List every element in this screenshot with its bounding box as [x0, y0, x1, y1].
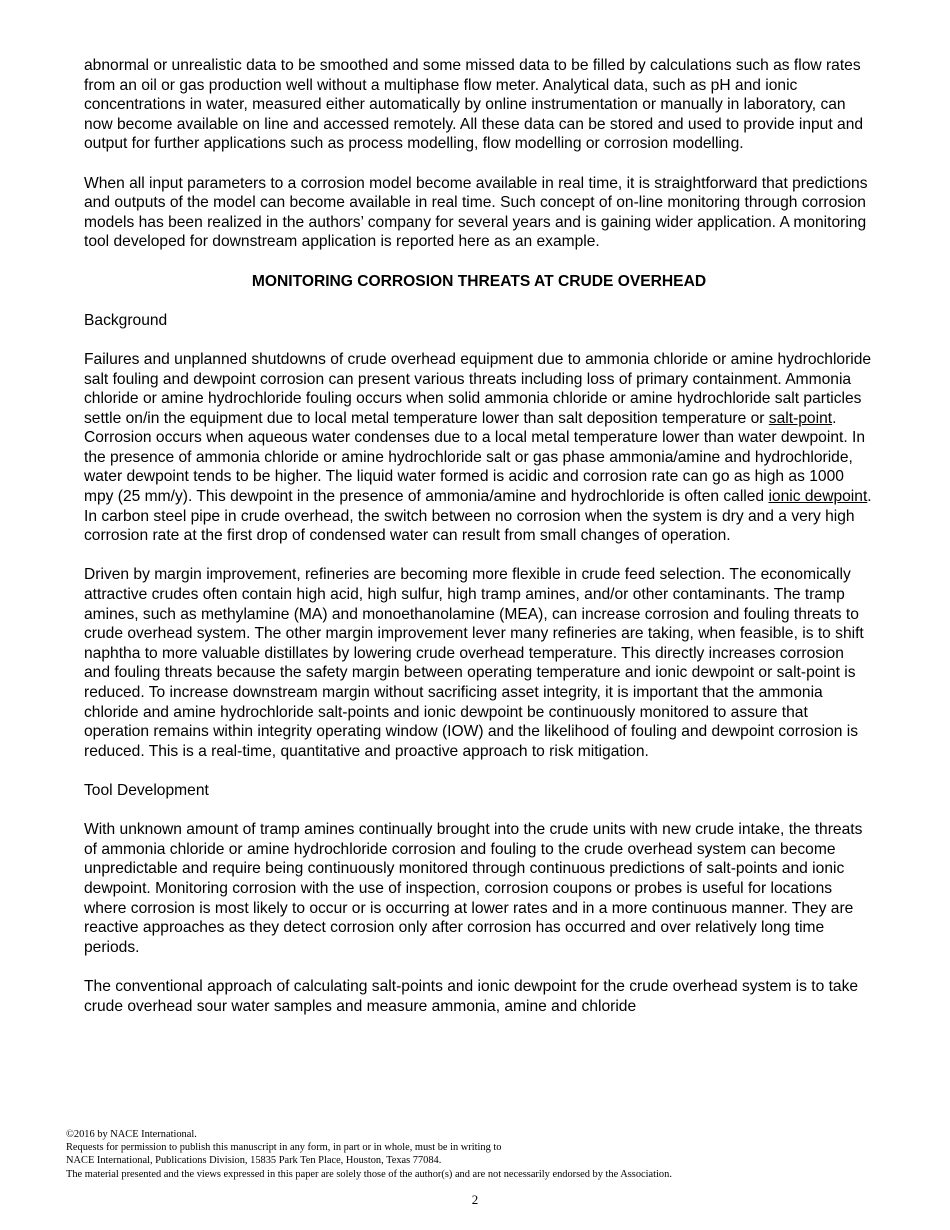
background-paragraph-2: Driven by margin improvement, refineries are becoming more flexible in crude feed selection. The economically attractive crudes often contain high acid, high sulfur, high tramp amines, and/or other contaminants. The tramp amines, such as methylamine (MA) and monoethanolamine (MEA), can increase corrosion and fouling threats to crude overhead system. The other margin improvement lever many refineries are taking, when feasible, is to shift naphtha to more valuable distillates by lowering crude overhead temperature. This directly increases corrosion and fouling threats because the safety margin between operating temperature and ionic dewpoint or salt-point is reduced. To increase downstream margin without sacrificing asset integrity, it is important that the ammonia chloride and amine hydrochloride salt-points and ionic dewpoint be continuously monitored to assure that operation remains within integrity operating window (IOW) and the likelihood of fouling and dewpoint corrosion is reduced. This is a real-time, quantitative and proactive approach to risk mitigation.: [84, 566, 864, 760]
background-heading: Background: [84, 311, 168, 329]
footer-line-1: ©2016 by NACE International.: [66, 1129, 197, 1140]
footer-line-2: Requests for permission to publish this manuscript in any form, in part or in whole, must be in writing to: [66, 1142, 502, 1154]
tool-development-paragraph-1: With unknown amount of tramp amines continually brought into the crude units with new crude intake, the threats of ammonia chloride or amine hydrochloride corrosion and fouling to the crude overhead system can become unpredictable and require being continuously monitored through continuous predictions of salt-points and ionic dewpoint. Monitoring corrosion with the use of inspection, corrosion coupons or probes is useful for locations where corrosion is most likely to occur or is occurring at lower rates and in a more continuous manner. They are reactive approaches as they detect corrosion only after corrosion has occurred and over relatively long time periods.: [84, 821, 863, 956]
tool-development-heading: Tool Development: [84, 781, 209, 799]
intro-paragraph-1: abnormal or unrealistic data to be smoothed and some missed data to be filled by calculations such as flow rates from an oil or gas production well without a multiphase flow meter. Analytical data, such as pH and ionic concentrations in water, measured either automatically by online instrumentation or manually in laboratory, can now become available on line and accessed remotely. All these data can be stored and used to provide input and output for further applications such as process modelling, flow modelling or corrosion modelling.: [84, 57, 864, 153]
footer-line-4: The material presented and the views expressed in this paper are solely those of the author(s) and are not necessarily endorsed by the Association.: [66, 1168, 672, 1180]
background-paragraph-1: [84, 350, 874, 546]
ionic-dewpoint-term: ionic dewpoint: [768, 488, 868, 506]
background-p1-text-c: . In carbon steel pipe in crude overhead, the switch between no corrosion when the system is dry and a very high corrosion rate at the first drop of condensed water can result from small changes of operation.: [84, 488, 872, 545]
tool-development-paragraph-2: The conventional approach of calculating salt-points and ionic dewpoint for the crude overhead system is to take crude overhead sour water samples and measure ammonia, amine and chloride: [84, 977, 859, 1015]
copyright-footer: [66, 1128, 896, 1181]
footer-line-3: NACE International, Publications Division, 15835 Park Ten Place, Houston, Texas 77084.: [66, 1155, 442, 1167]
intro-paragraph-2: When all input parameters to a corrosion model become available in real time, it is straightforward that predictions and outputs of the model can become available in real time. Such concept of on-line monitoring through corrosion models has been realized in the authors’ company for several years and is gaining wider application. A monitoring tool developed for downstream application is reported here as an example.: [84, 174, 868, 251]
background-p1-text-a: Failures and unplanned shutdowns of crude overhead equipment due to ammonia chloride or amine hydrochloride salt fouling and dewpoint corrosion can present various threats including loss of primary containment. Ammonia chloride or amine hydrochloride fouling occurs when solid ammonia chloride or amine hydrochloride salt particles settle on/in the equipment due to local metal temperature lower than salt deposition temperature or: [84, 350, 872, 427]
salt-point-term: salt-point: [768, 409, 833, 427]
paper-body: [84, 56, 874, 1036]
page-number: 2: [471, 1192, 479, 1207]
section-title: MONITORING CORROSION THREATS AT CRUDE OVERHEAD: [251, 272, 707, 290]
background-p1-text-b: . Corrosion occurs when aqueous water condenses due to a local metal temperature lower than water dewpoint. In the presence of ammonia chloride or amine hydrochloride salt or gas phase ammonia/amine and hydrochloride, water dewpoint tends to be higher. The liquid water formed is acidic and corrosion rate can go as high as 1000 mpy (25 mm/y). This dewpoint in the presence of ammonia/amine and hydrochloride is often called: [84, 409, 865, 506]
